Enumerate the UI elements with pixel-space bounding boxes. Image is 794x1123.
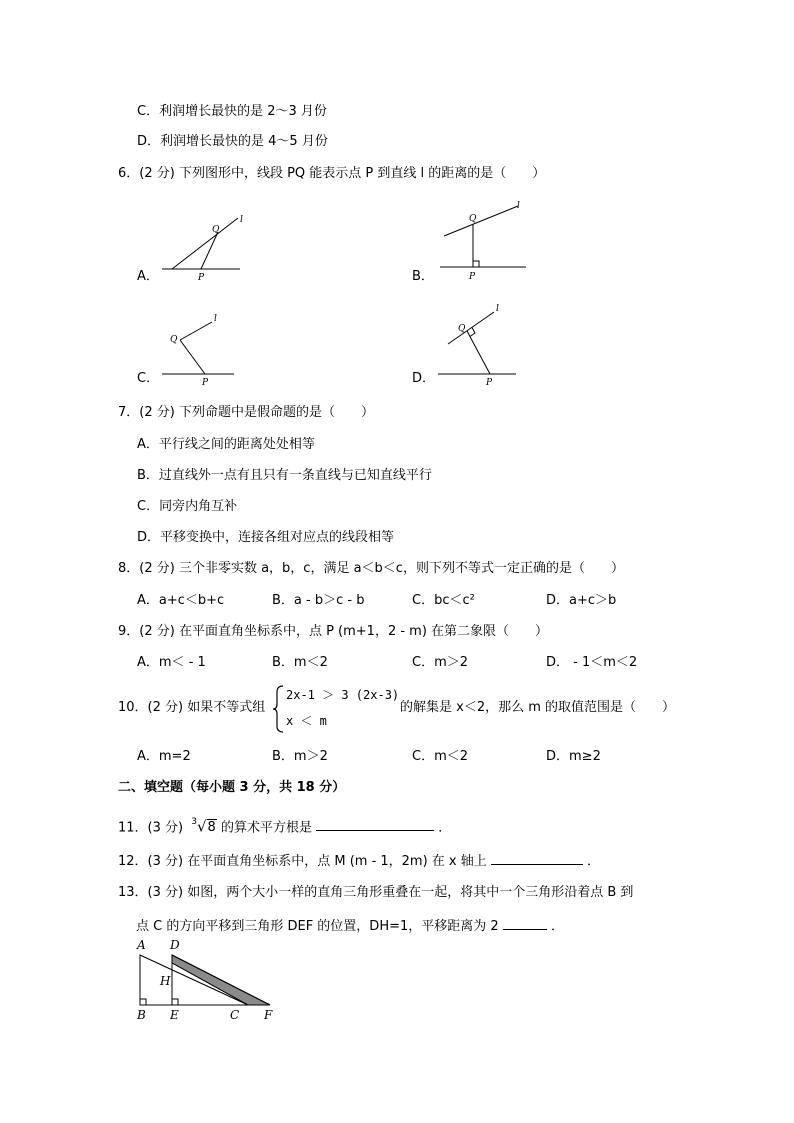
q10-option-c: C．m＜2 — [412, 749, 469, 764]
q6a-l-label: l — [240, 215, 243, 225]
q10-option-d: D．m≥2 — [546, 749, 601, 764]
q6c-p-label: P — [202, 378, 209, 388]
q9-option-b: B．m＜2 — [272, 655, 328, 670]
q6c-q-label: Q — [170, 335, 178, 345]
q6b-q-label: Q — [469, 214, 477, 224]
q13-label-f: F — [264, 1008, 273, 1022]
q10-option-b: B．m＞2 — [272, 749, 328, 764]
q12-line — [118, 850, 600, 871]
q11-radicand: 8 — [207, 820, 216, 836]
q12-end: ． — [587, 854, 601, 869]
q11-end: ． — [438, 820, 452, 836]
q6-figure-a — [160, 210, 250, 289]
q13-end: ． — [550, 919, 564, 934]
q13-label-c: C — [230, 1008, 240, 1022]
q10-stem-pre: 10．(2 分) 如果不等式组 — [118, 700, 266, 715]
q6d-l-label: l — [496, 304, 499, 314]
q13-label-b: B — [137, 1008, 146, 1022]
q9-stem: 9．(2 分) 在平面直角坐标系中，点 P (m+1，2 - m) 在第二象限（ ） — [118, 624, 549, 639]
q9-option-a: A．m＜ - 1 — [137, 655, 206, 670]
q6-label-d: D． — [412, 371, 436, 386]
q8-option-c: C．bc＜c² — [412, 593, 475, 608]
q6-stem: 6．(2 分) 下列图形中，线段 PQ 能表示点 P 到直线 l 的距离的是（ ） — [118, 166, 546, 181]
q10-stem-post: 的解集是 x＜2，那么 m 的取值范围是（ ） — [400, 700, 676, 715]
q11-cube-root — [191, 815, 217, 837]
q7-stem: 7．(2 分) 下列命题中是假命题的是（ ） — [118, 405, 374, 420]
q6b-p-label: P — [469, 272, 476, 282]
q6-figure-b — [440, 198, 540, 287]
q13-label-d: D — [170, 938, 180, 952]
q8-option-a: A．a+c＜b+c — [137, 593, 225, 608]
q10-ineq-2: x ＜ m — [286, 714, 327, 728]
q6a-q-label: Q — [212, 225, 220, 235]
q6-label-b: B． — [412, 269, 434, 284]
q12-text: 12．(3 分) 在平面直角坐标系中，点 M (m - 1，2m) 在 x 轴上 — [118, 854, 487, 869]
q5-option-d: D．利润增长最快的是 4～5 月份 — [137, 134, 328, 149]
q8-option-b: B．a - b＞c - b — [272, 593, 365, 608]
q11-answer-blank[interactable] — [316, 816, 434, 831]
q13-line-2-text: 点 C 的方向平移到三角形 DEF 的位置，DH=1，平移距离为 2 — [136, 919, 499, 934]
q10-ineq-1: 2x-1 ＞ 3 (2x-3) — [286, 688, 400, 702]
q7-option-b: B．过直线外一点有且只有一条直线与已知直线平行 — [137, 468, 432, 483]
section-2-title: 二、填空题（每小题 3 分，共 18 分） — [118, 780, 346, 795]
q11-post: 的算术平方根是 — [220, 820, 312, 836]
q6d-p-label: P — [486, 378, 493, 388]
q13-label-e: E — [170, 1008, 179, 1022]
q6-figure-c — [160, 310, 250, 394]
q5-option-c: C．利润增长最快的是 2～3 月份 — [137, 104, 327, 119]
q6-label-c: C． — [137, 371, 160, 386]
q11-line — [118, 815, 451, 837]
q6-label-a: A． — [137, 269, 159, 284]
q10-option-a: A．m=2 — [137, 749, 191, 764]
brace-icon — [272, 684, 286, 734]
radical-icon: √ — [196, 817, 207, 836]
q6c-l-label: l — [214, 314, 217, 324]
q13-label-a: A — [137, 938, 146, 952]
q8-stem: 8．(2 分) 三个非零实数 a，b，c，满足 a＜b＜c，则下列不等式一定正确的是（ ） — [118, 561, 624, 576]
q6b-l-label: l — [517, 201, 520, 211]
q7-option-c: C．同旁内角互补 — [137, 499, 238, 514]
q13-figure — [132, 935, 282, 1029]
q6d-q-label: Q — [458, 324, 466, 334]
q13-answer-blank[interactable] — [503, 915, 547, 930]
q11-radical-index: 3 — [191, 817, 197, 827]
q6-figure-d — [436, 300, 536, 394]
q7-option-d: D．平移变换中，连接各组对应点的线段相等 — [137, 530, 395, 545]
q6a-p-label: P — [198, 273, 205, 283]
q11-pre: 11．(3 分) — [118, 820, 184, 836]
q9-option-c: C．m＞2 — [412, 655, 469, 670]
q9-option-d: D． - 1＜m＜2 — [546, 655, 638, 670]
q8-option-d: D．a+c＞b — [546, 593, 617, 608]
q7-option-a: A．平行线之间的距离处处相等 — [137, 437, 315, 452]
q13-line-2 — [136, 915, 564, 936]
q13-label-h: H — [160, 974, 171, 988]
q12-answer-blank[interactable] — [491, 850, 583, 865]
q13-line-1: 13．(3 分) 如图，两个大小一样的直角三角形重叠在一起，将其中一个三角形沿着点 B 到 — [118, 885, 634, 900]
